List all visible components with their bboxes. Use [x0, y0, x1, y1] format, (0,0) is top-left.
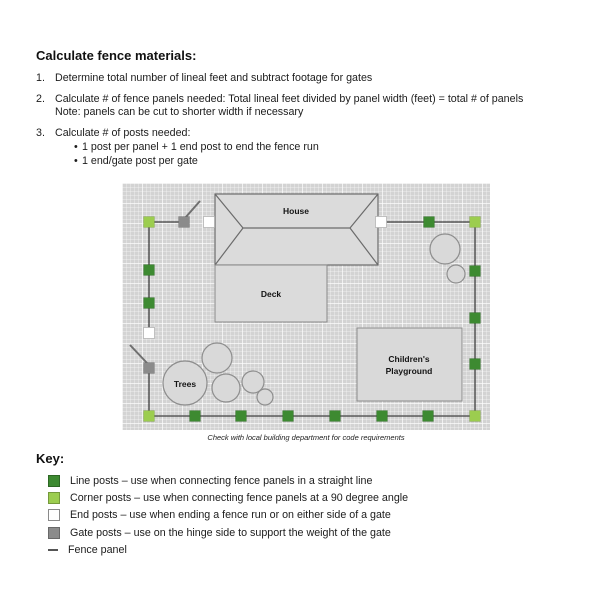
- item-number: 3.: [36, 126, 45, 139]
- end-post: [144, 328, 155, 339]
- gate-post-swatch-icon: [48, 527, 60, 539]
- bullet-text: 1 post per panel + 1 end post to end the fence run: [82, 141, 319, 153]
- playground-outline: [357, 328, 462, 401]
- line-post: [330, 411, 341, 422]
- bush-circle: [447, 265, 465, 283]
- key-item-fence-panel: [36, 542, 584, 559]
- key-item-label: Fence panel: [68, 544, 127, 557]
- bullet-icon: •: [74, 141, 78, 153]
- line-post: [424, 217, 435, 228]
- fence-panel-swatch-icon: [48, 549, 58, 551]
- corner-post: [470, 411, 481, 422]
- spacer: [36, 141, 55, 168]
- item-number: 1.: [36, 72, 45, 84]
- site-plan-svg: [122, 183, 490, 430]
- corner-post: [144, 411, 155, 422]
- deck-label: Deck: [260, 289, 282, 299]
- instruction-item-2: [36, 93, 584, 120]
- key-heading: Key:: [36, 451, 65, 466]
- key-item-label: Line posts – use when connecting fence panels in a straight line: [70, 474, 373, 487]
- bullet-item: [55, 155, 584, 169]
- item-text: Calculate # of posts needed:: [55, 126, 191, 139]
- instruction-item-3-bullets: [36, 141, 584, 168]
- line-post: [283, 411, 294, 422]
- item-number: 2.: [36, 92, 45, 105]
- instruction-item-3: [36, 127, 584, 141]
- item-note: Note: panels can be cut to shorter width if necessary: [55, 106, 304, 118]
- house-outline: [215, 194, 378, 265]
- instructions-heading: Calculate fence materials:: [36, 48, 197, 63]
- item-text: Determine total number of lineal feet and subtract footage for gates: [55, 72, 373, 84]
- corner-post: [144, 217, 155, 228]
- key-item-label: End posts – use when ending a fence run or on either side of a gate: [70, 509, 391, 522]
- end-post-swatch-icon: [48, 509, 60, 521]
- bullet-text: 1 end/gate post per gate: [82, 154, 198, 167]
- key-item-end-posts: [36, 507, 584, 524]
- bullet-icon: •: [74, 154, 78, 167]
- line-post: [144, 298, 155, 309]
- line-post: [236, 411, 247, 422]
- key-item-label: Gate posts – use on the hinge side to support the weight of the gate: [70, 526, 391, 539]
- line-post: [470, 266, 481, 277]
- key-item-corner-posts: [36, 489, 584, 506]
- corner-post-swatch-icon: [48, 492, 60, 504]
- playground-label-line2: Playground: [385, 366, 433, 376]
- key-item-label: Corner posts – use when connecting fence panels at a 90 degree angle: [70, 492, 409, 505]
- key-item-gate-posts: [36, 524, 584, 541]
- instructions-section: [36, 48, 584, 168]
- instruction-item-1: [36, 72, 584, 86]
- bullet-item: [55, 141, 584, 155]
- gate-post: [179, 217, 190, 228]
- bullet-list: [55, 141, 584, 168]
- site-plan-diagram: [122, 183, 490, 430]
- end-post: [376, 217, 387, 228]
- key-section: [36, 451, 584, 559]
- line-post: [423, 411, 434, 422]
- tree-circle: [202, 343, 232, 373]
- gate-post: [144, 363, 155, 374]
- tree-circle: [212, 374, 240, 402]
- item-text: [55, 93, 584, 120]
- key-item-line-posts: [36, 472, 584, 489]
- diagram-caption: Check with local building department for code requirements: [207, 433, 405, 442]
- trees-label: Trees: [173, 379, 197, 389]
- line-post: [144, 265, 155, 276]
- tree-circle: [257, 389, 273, 405]
- line-post: [190, 411, 201, 422]
- end-post: [204, 217, 215, 228]
- item-text-main: Calculate # of fence panels needed: Total lineal feet divided by panel width (feet) = total # of panels: [55, 92, 524, 105]
- line-post: [470, 359, 481, 370]
- playground-label-line1: Children's: [388, 354, 430, 364]
- line-post: [377, 411, 388, 422]
- corner-post: [470, 217, 481, 228]
- line-post: [470, 313, 481, 324]
- house-label: House: [283, 206, 309, 216]
- bush-circle: [430, 234, 460, 264]
- line-post-swatch-icon: [48, 475, 60, 487]
